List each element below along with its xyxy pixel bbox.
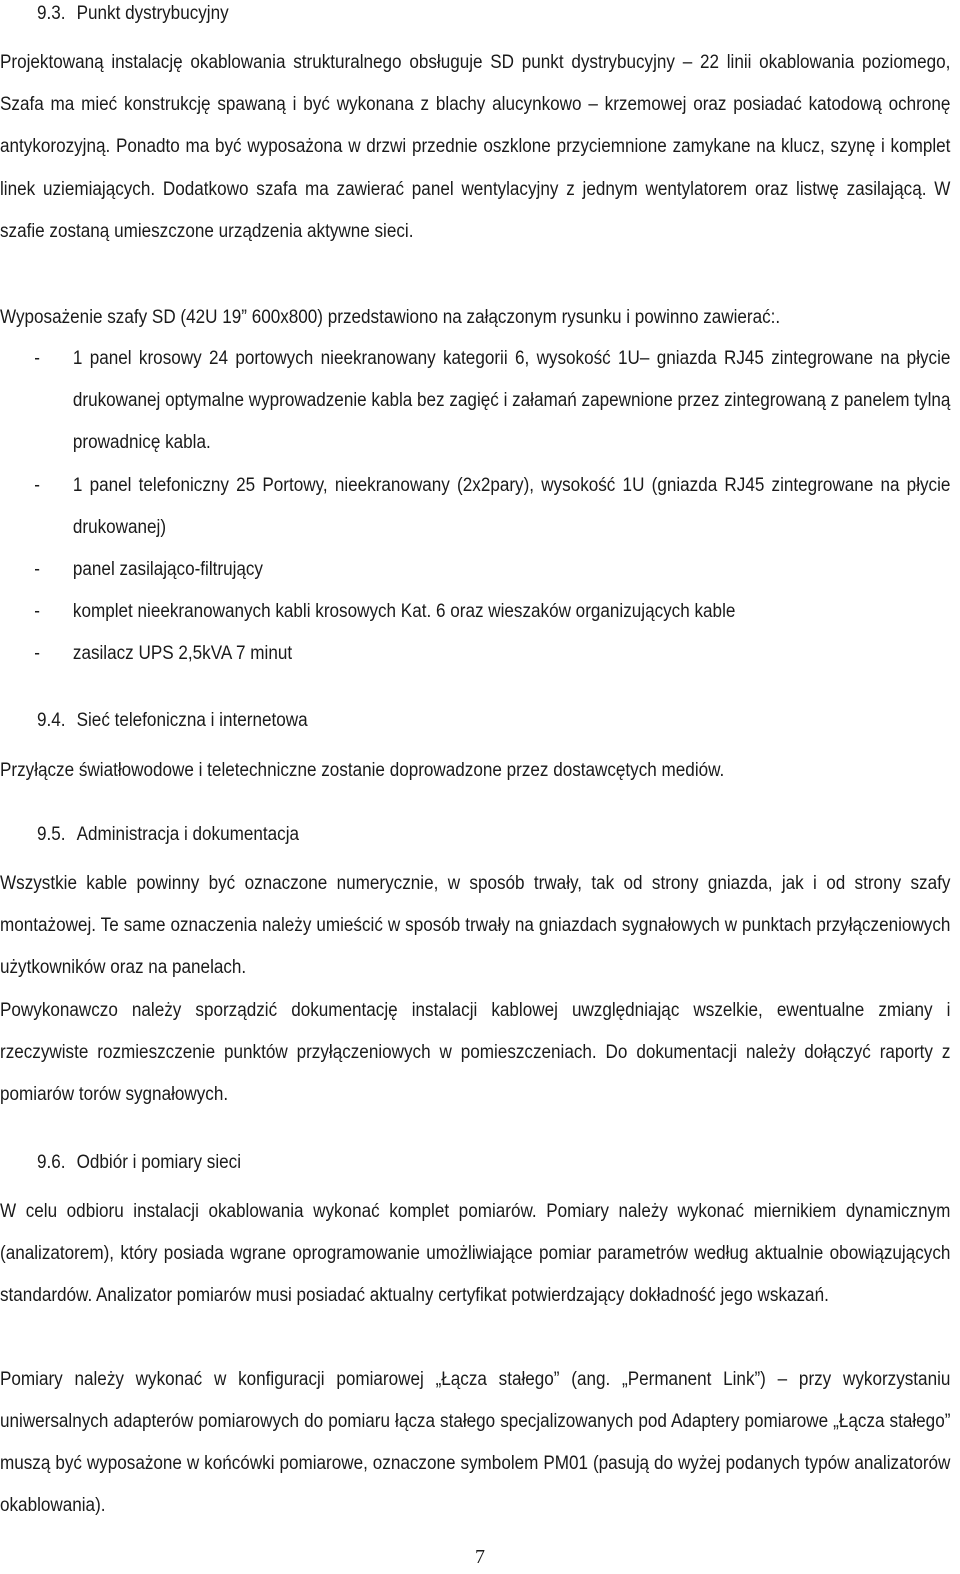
bullet-marker: -	[34, 559, 40, 580]
paragraph-9-6-permanent-link: Pomiary należy wykonać w konfiguracji pomiarowej „Łącza stałego” (ang. „Permanent Link”) – przy wykorzystaniu uniwersalnych adapterów pomiarowych do pomiaru łącza stałego specjalizowanych pod Adaptery pomiarowe „Łącza stałego” muszą być wyposażone w końcówki pomiarowe, oznaczone symbolem PM01 (pasują do wyżej podanych typów analizatorów okablowania).	[0, 1369, 951, 1516]
list-item-text: zasilacz UPS 2,5kVA 7 minut	[72, 643, 293, 664]
bullet-marker: -	[34, 348, 40, 369]
section-number: 9.3.	[37, 3, 66, 24]
paragraph-9-5-documentation: Powykonawczo należy sporządzić dokumentację instalacji kablowej uwzględniając wszelkie, ewentualne zmiany i rzeczywiste rozmieszczenie punktów przyłączeniowych w pomieszczeniach. Do dokumentacji należy dołączyć raporty z pomiarów torów sygnałowych.	[0, 1000, 951, 1105]
section-title: Punkt dystrybucyjny	[76, 3, 229, 24]
section-number: 9.6.	[37, 1152, 66, 1173]
page-number: 7	[475, 1546, 485, 1568]
list-item-text: panel zasilająco-filtrujący	[72, 559, 263, 580]
paragraph-9-4: Przyłącze światłowodowe i teletechniczne zostanie doprowadzone przez dostawcętych mediów.	[0, 760, 725, 781]
paragraph-9-5-labeling: Wszystkie kable powinny być oznaczone numerycznie, w sposób trwały, tak od strony gniazda, jak i od strony szafy montażowej. Te same oznaczenia należy umieścić w sposób trwały na gniazdach sygnałowych w punktach przyłączeniowych użytkowników oraz na panelach.	[0, 873, 951, 978]
section-number: 9.4.	[37, 710, 66, 731]
paragraph-9-3-equipment-intro: Wyposażenie szafy SD (42U 19” 600x800) przedstawiono na załączonym rysunku i powinno zawierać:.	[0, 307, 781, 328]
section-title: Odbiór i pomiary sieci	[76, 1152, 242, 1173]
section-title: Sieć telefoniczna i internetowa	[76, 710, 308, 731]
list-item-text: 1 panel telefoniczny 25 Portowy, nieekranowany (2x2pary), wysokość 1U (gniazda RJ45 zintegrowane na płycie drukowanej)	[72, 475, 951, 538]
bullet-marker: -	[34, 475, 40, 496]
paragraph-9-6-measurements: W celu odbioru instalacji okablowania wykonać komplet pomiarów. Pomiary należy wykonać miernikiem dynamicznym (analizatorem), który posiada wgrane oprogramowanie umożliwiające pomiar parametrów według aktualnie obowiązujących standardów. Analizator pomiarów musi posiadać aktualny certyfikat potwierdzający dokładność jego wskazań.	[0, 1201, 951, 1306]
list-item-text: 1 panel krosowy 24 portowych nieekranowany kategorii 6, wysokość 1U– gniazda RJ45 zintegrowane na płycie drukowanej optymalne wyprowadzenie kabla bez zagięć i załamań zapewnione przez zintegrowaną z panelem tylną prowadnicę kabla.	[72, 348, 951, 453]
section-number: 9.5.	[37, 824, 66, 845]
list-item	[0, 465, 950, 549]
section-heading-9-4	[37, 707, 308, 735]
list-item	[0, 633, 950, 675]
list-item	[0, 549, 950, 591]
section-heading-9-6	[37, 1149, 241, 1177]
paragraph-9-3-cabinet: Projektowaną instalację okablowania strukturalnego obsługuje SD punkt dystrybucyjny – 22 linii okablowania poziomego, Szafa ma mieć konstrukcję spawaną i być wykonana z blachy alucynkowo – krzemowej oraz posiadać katodową ochronę antykorozyjną. Ponadto ma być wyposażona w drzwi przednie oszklone przyciemnione zamykane na klucz, szynę i komplet linek uziemiających. Dodatkowo szafa ma zawierać panel wentylacyjny z jednym wentylatorem oraz listwę zasilającą. W szafie zostaną umieszczone urządzenia aktywne sieci.	[0, 52, 951, 242]
bullet-marker: -	[34, 643, 40, 664]
list-item	[0, 338, 950, 464]
list-item-text: komplet nieekranowanych kabli krosowych Kat. 6 oraz wieszaków organizujących kable	[72, 601, 736, 622]
section-heading-9-3	[37, 0, 229, 28]
list-item	[0, 591, 950, 633]
section-title: Administracja i dokumentacja	[76, 824, 300, 845]
bullet-marker: -	[34, 601, 40, 622]
section-heading-9-5	[37, 821, 299, 849]
